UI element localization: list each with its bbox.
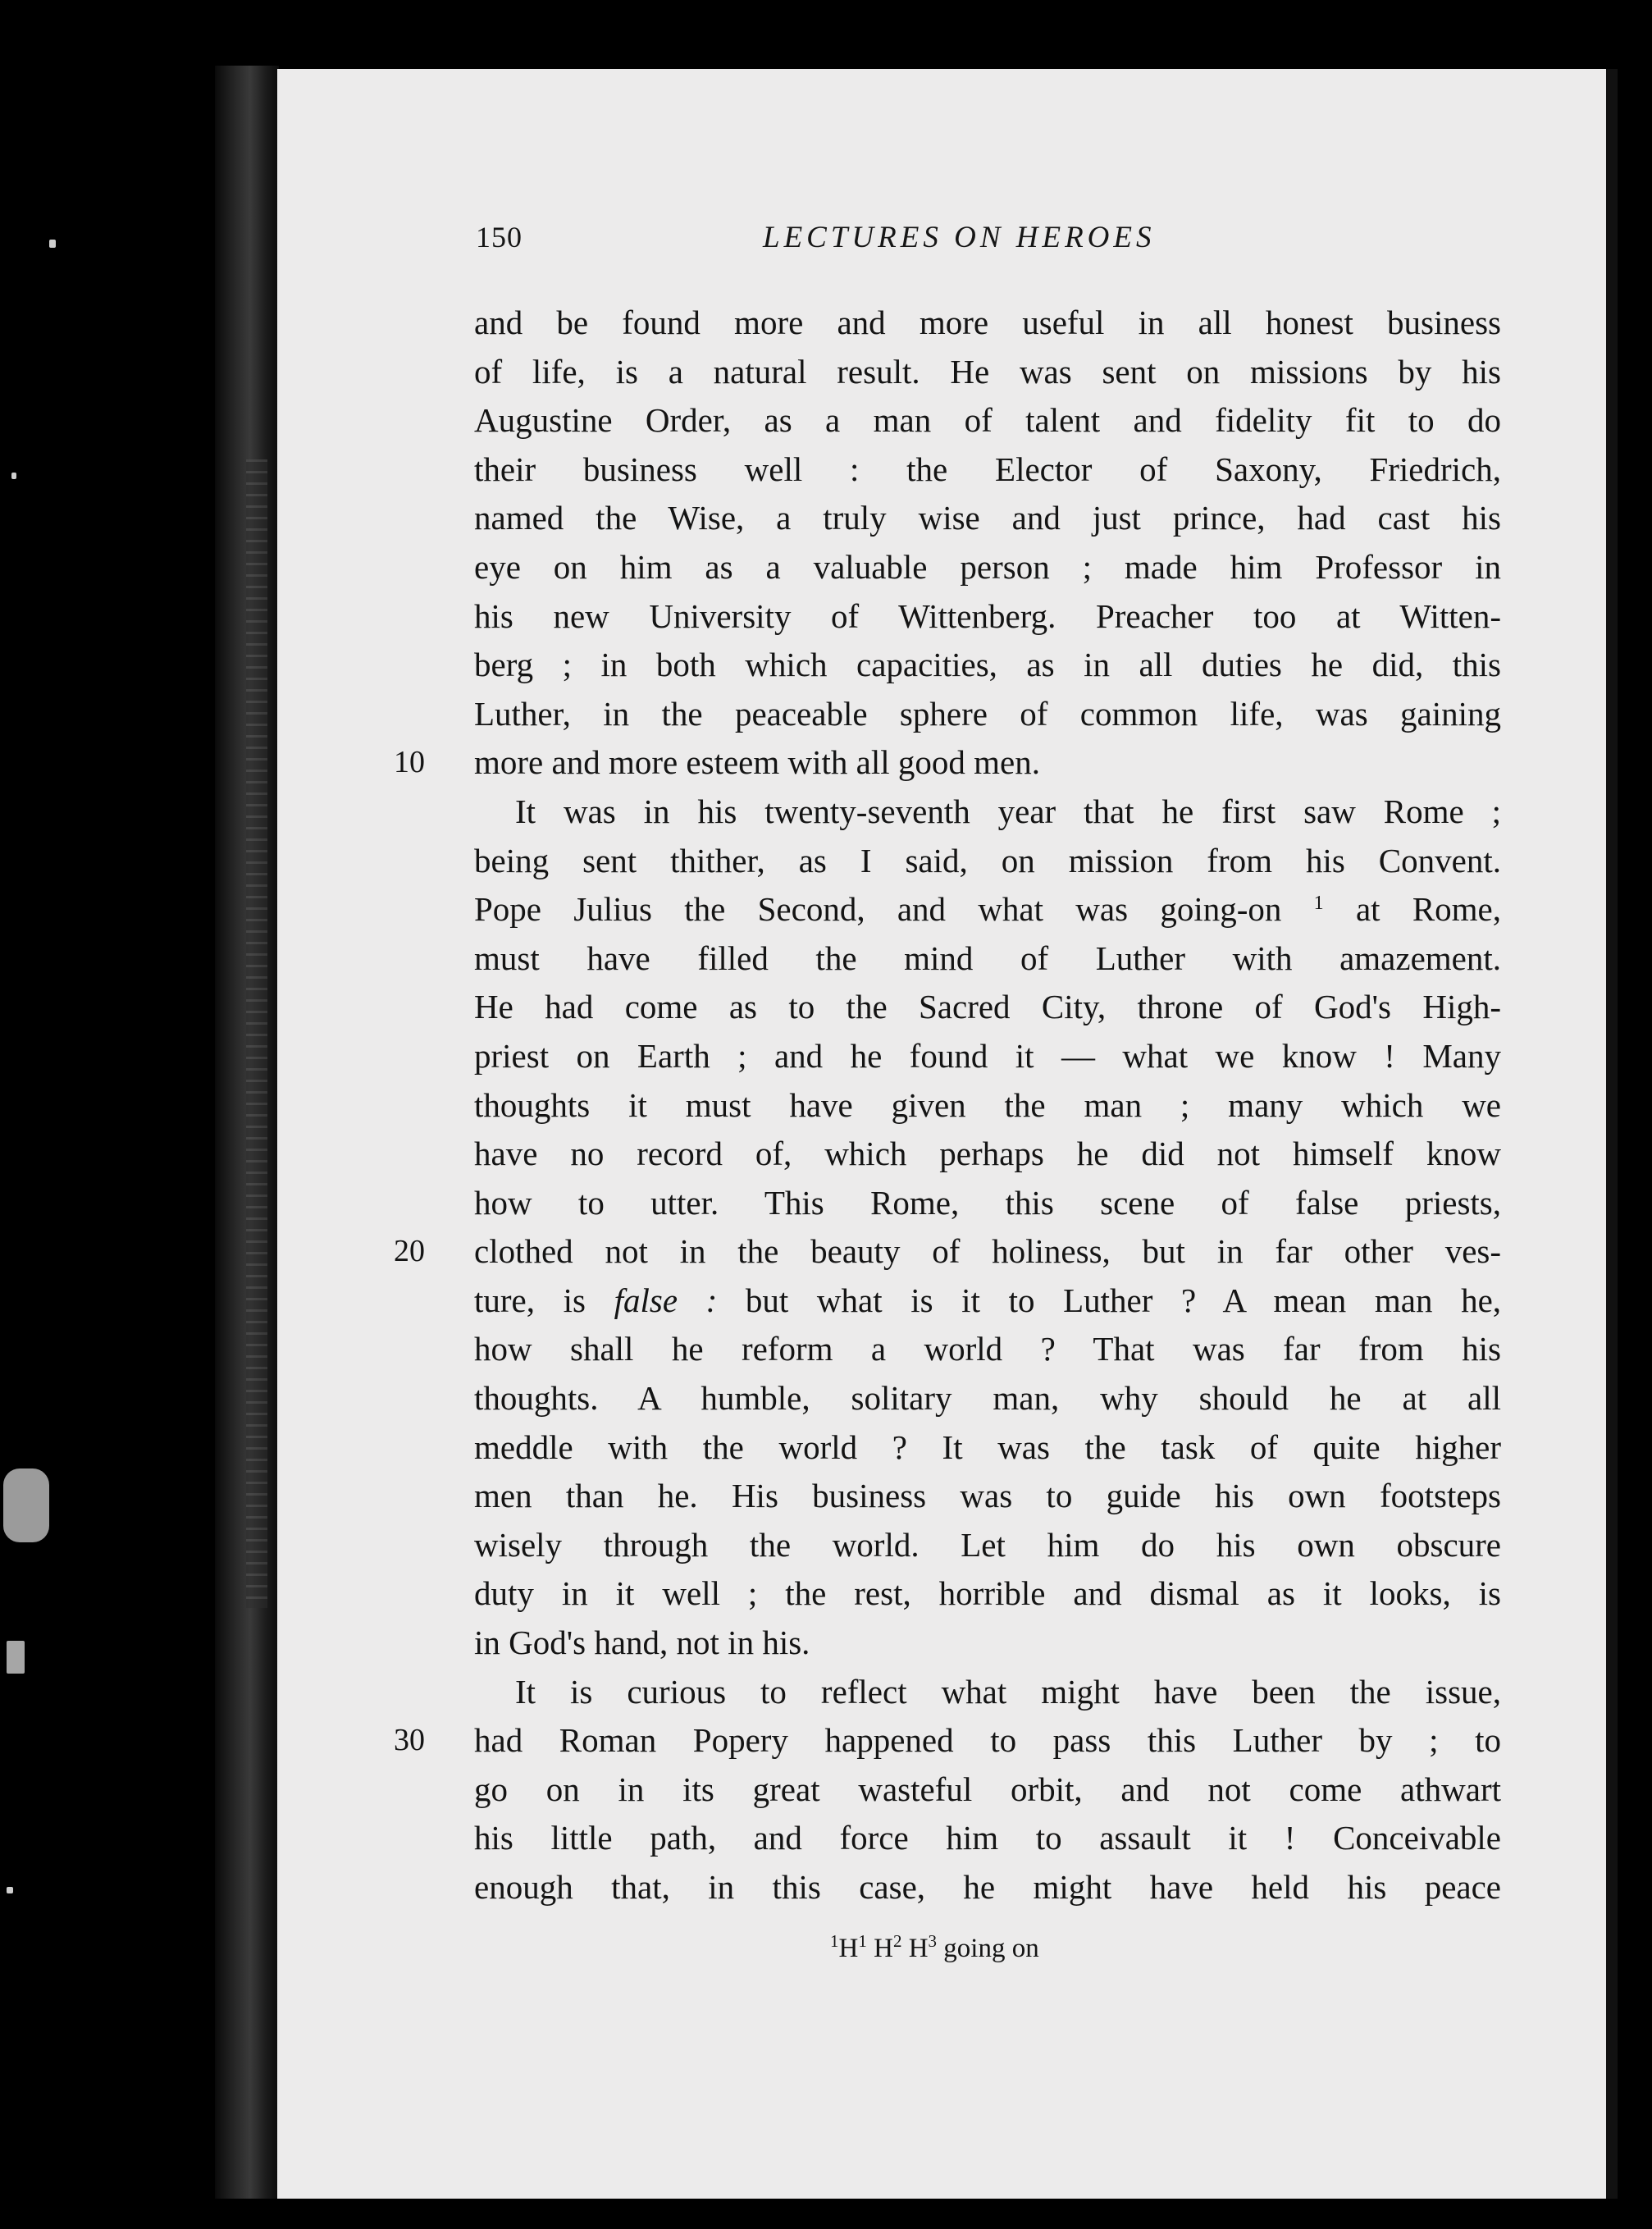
text-line-numbered [394,738,1501,788]
line-text: Pope Julius the Second, and what was going-on [474,890,1282,929]
footnote-h3-sup: 3 [928,1931,938,1951]
scan-speck [3,1468,49,1542]
running-title: LECTURES ON HEROES [763,221,1156,254]
scan-speck [11,473,16,479]
text-line: how shall he reform a world ? That was far from his [474,1330,1501,1368]
text-line: men than he. His business was to guide his own footsteps [474,1477,1501,1515]
text-line: and be found more and more useful in all honest business [474,304,1501,341]
text-line: It is curious to reflect what might have been the issue, [515,1672,1501,1711]
scan-speck [7,1641,25,1674]
line-text-tail: but what is it to Luther ? A mean man he, [745,1281,1502,1319]
line-number: 10 [394,745,425,780]
text-line: being sent thither, as I said, on mission from his Convent. [474,841,1501,879]
text-line: duty in it well ; the rest, horrible and dismal as it looks, is [474,1574,1501,1613]
text-line: wisely through the world. Let him do his own obscure [474,1525,1501,1564]
text-line: enough that, in this case, he might have held his peace [474,1868,1501,1906]
body-text [394,299,1502,1912]
text-line-numbered [394,1227,1501,1277]
footnote-h1: H [838,1934,859,1963]
text-line: their business well : the Elector of Saxony, Friedrich, [474,450,1501,488]
footnote-text: going on [943,1934,1039,1963]
footnote-h2-sup: 2 [892,1931,902,1951]
text-line: of life, is a natural result. He was sent on missions by his [474,352,1501,391]
page-edge-texture [246,459,267,1608]
page-number: 150 [476,221,523,254]
text-line: eye on him as a valuable person ; made him Professor in [474,547,1501,586]
text-line-with-footnote [474,885,1501,934]
text-line: his little path, and force him to assault it ! Conceivable [474,1819,1501,1857]
footnote-reference: 1 [1313,893,1324,915]
text-line: how to utter. This Rome, this scene of false priests, [474,1183,1501,1222]
line-text: had Roman Popery happened to pass this Luther by ; to [474,1721,1501,1760]
text-line: Augustine Order, as a man of talent and fidelity fit to do [474,401,1501,440]
text-line: berg ; in both which capacities, as in all duties he did, this [474,646,1501,684]
text-line-italic [474,1277,1501,1326]
text-line: named the Wise, a truly wise and just prince, had cast his [474,499,1501,537]
text-line: in God's hand, not in his. [474,1624,810,1662]
text-line: Luther, in the peaceable sphere of common life, was gaining [474,694,1501,733]
footnote-h2: H [874,1934,893,1963]
text-line: go on in its great wasteful orbit, and not come athwart [474,1770,1501,1808]
footnote-h1-sup: 1 [858,1931,867,1951]
text-line: meddle with the world ? It was the task of quite higher [474,1427,1501,1466]
text-line: his new University of Wittenberg. Preacher too at Witten- [474,596,1501,635]
text-line: must have filled the mind of Luther with amazement. [474,939,1501,977]
line-text: more and more esteem with all good men. [474,743,1040,782]
line-text: ture, is [474,1281,586,1319]
text-line: thoughts. A humble, solitary man, why should he at all [474,1379,1501,1418]
scan-speck [7,1887,13,1893]
line-number: 20 [394,1234,425,1269]
page-header [476,220,1501,261]
footnote-marker: 1 [830,1931,839,1951]
text-line: thoughts it must have given the man ; many which we [474,1085,1501,1124]
line-text-tail: at Rome, [1355,890,1502,929]
line-number: 30 [394,1723,425,1758]
italic-word: false : [614,1281,718,1319]
scan-speck [49,240,56,248]
line-text: clothed not in the beauty of holiness, but in far other ves- [474,1232,1501,1271]
text-line: It was in his twenty-seventh year that he first saw Rome ; [515,792,1501,830]
footnote [830,1931,1039,1964]
text-line: priest on Earth ; and he found it — what we know ! Many [474,1036,1501,1075]
text-line: He had come as to the Sacred City, throne of God's High- [474,988,1501,1026]
text-line: have no record of, which perhaps he did not himself know [474,1135,1501,1173]
page-right-edge [1606,69,1618,2199]
footnote-h3: H [908,1934,929,1963]
text-line-numbered [394,1716,1501,1765]
